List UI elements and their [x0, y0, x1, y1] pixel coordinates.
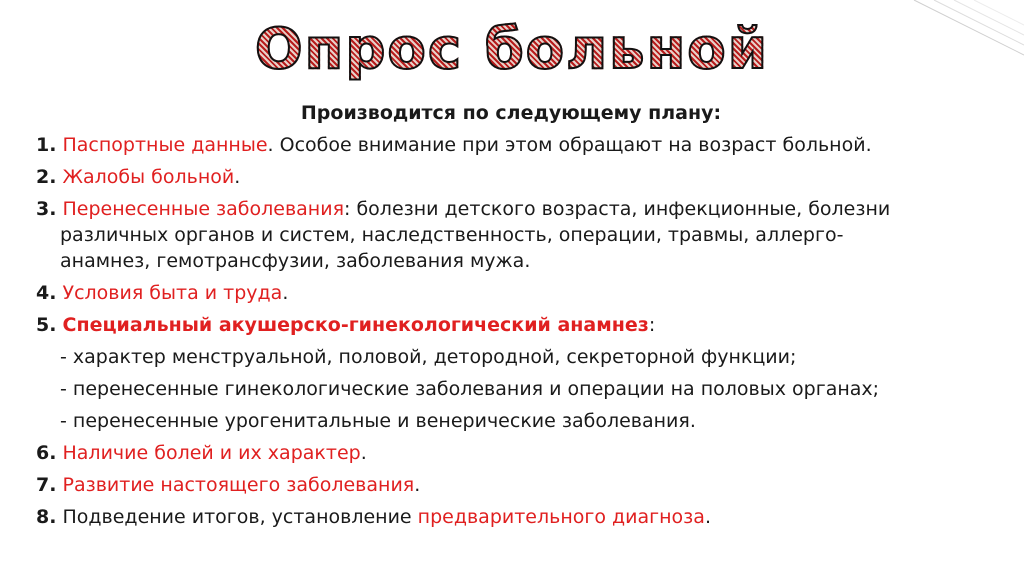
- item-key: Условия быта и труда: [62, 282, 283, 304]
- item-key: Жалобы больной: [62, 166, 235, 188]
- plan-subtitle: Производится по следующему плану:: [300, 102, 722, 124]
- item-key: Перенесенные заболевания: [62, 198, 345, 220]
- sub-item-2: - перенесенные гинекологические заболевания и операции на половых органах;: [60, 378, 880, 400]
- item-continuation: анамнез, гемотрансфузии, заболевания мужа.: [60, 250, 531, 272]
- item-continuation: различных органов и систем, наследственность, операции, травмы, аллерго-: [60, 224, 844, 246]
- item-key: Паспортные данные: [62, 134, 268, 156]
- item-key: Развитие настоящего заболевания: [62, 474, 415, 496]
- list-item-3: 3. Перенесенные заболевания: болезни детского возраста, инфекционные, болезни различных органов и систем, наследственность, операции, травмы, аллерго- анамнез, гемотрансфузии, заболевания мужа.: [36, 196, 996, 274]
- list-item-7: 7. Развитие настоящего заболевания.: [36, 474, 421, 496]
- item-key: Специальный акушерско-гинекологический анамнез: [62, 314, 649, 336]
- item-key: Наличие болей и их характер: [62, 442, 361, 464]
- list-item-6: 6. Наличие болей и их характер.: [36, 442, 367, 464]
- list-item-8: 8. Подведение итогов, установление предварительного диагноза.: [36, 506, 711, 528]
- list-item-5: 5. Специальный акушерско-гинекологический анамнез:: [36, 314, 656, 336]
- slide-title: Опрос больной: [0, 14, 1024, 86]
- sub-item-3: - перенесенные урогенитальные и венерические заболевания.: [60, 410, 696, 432]
- sub-item-1: - характер менструальной, половой, детородной, секреторной функции;: [60, 346, 797, 368]
- list-item-4: 4. Условия быта и труда.: [36, 282, 289, 304]
- slide-content: [36, 100, 996, 536]
- list-item-2: 2. Жалобы больной.: [36, 166, 241, 188]
- item-key: предварительного диагноза: [417, 506, 705, 528]
- list-item-1: 1. Паспортные данные. Особое внимание при этом обращают на возраст больной.: [36, 134, 872, 156]
